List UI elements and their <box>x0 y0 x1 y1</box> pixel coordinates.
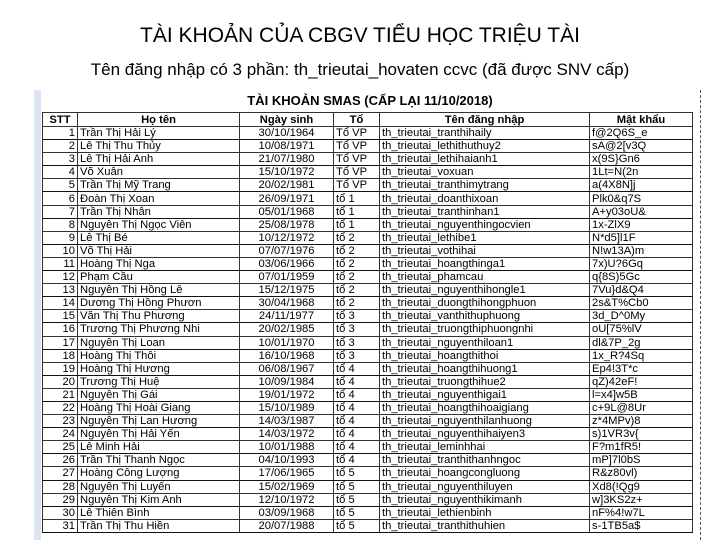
cell-birthdate: 04/10/1993 <box>240 454 334 467</box>
cell-stt: 2 <box>43 140 78 153</box>
cell-username: th_trieutai_nguyenthigai1 <box>380 388 590 401</box>
cell-group: tổ 4 <box>334 428 380 441</box>
table-header-row <box>43 113 693 127</box>
cell-name: Hoàng Thị Nga <box>78 257 240 270</box>
cell-password: nF%4!w7L <box>590 506 693 519</box>
table-row <box>43 310 693 323</box>
cell-name: Trần Thị Mỹ Trang <box>78 179 240 192</box>
cell-group: Tổ VP <box>334 153 380 166</box>
cell-birthdate: 15/12/1975 <box>240 284 334 297</box>
cell-password: f@2Q6S_e <box>590 127 693 140</box>
cell-password: R&z80vl) <box>590 467 693 480</box>
cell-group: Tổ VP <box>334 166 380 179</box>
cell-birthdate: 25/08/1978 <box>240 218 334 231</box>
cell-name: Nguyễn Thị Hồng Lê <box>78 284 240 297</box>
cell-birthdate: 03/09/1968 <box>240 506 334 519</box>
cell-username: th_trieutai_nguyenthilanhuong <box>380 415 590 428</box>
cell-stt: 16 <box>43 323 78 336</box>
cell-birthdate: 21/07/1980 <box>240 153 334 166</box>
cell-stt: 25 <box>43 441 78 454</box>
cell-name: Trương Thị Phương Nhi <box>78 323 240 336</box>
cell-stt: 3 <box>43 153 78 166</box>
cell-group: tổ 4 <box>334 401 380 414</box>
cell-username: th_trieutai_nguyenthingocvien <box>380 218 590 231</box>
cell-group: tổ 5 <box>334 506 380 519</box>
cell-username: th_trieutai_hoangthihoaigiang <box>380 401 590 414</box>
cell-group: tổ 4 <box>334 441 380 454</box>
table-row <box>43 179 693 192</box>
cell-stt: 18 <box>43 349 78 362</box>
cell-name: Nguyễn Thị Luyến <box>78 480 240 493</box>
cell-username: th_trieutai_hoangcongluong <box>380 467 590 480</box>
cell-birthdate: 15/10/1989 <box>240 401 334 414</box>
cell-stt: 5 <box>43 179 78 192</box>
cell-password: q{8S)5Gc <box>590 271 693 284</box>
accounts-table <box>42 112 693 533</box>
cell-birthdate: 10/12/1972 <box>240 231 334 244</box>
cell-group: tổ 5 <box>334 519 380 532</box>
column-header-stt: STT <box>43 113 78 127</box>
column-header-username: Tên đăng nhập <box>380 113 590 127</box>
cell-group: tổ 3 <box>334 336 380 349</box>
cell-stt: 7 <box>43 205 78 218</box>
cell-group: tổ 4 <box>334 362 380 375</box>
cell-birthdate: 05/01/1968 <box>240 205 334 218</box>
table-row <box>43 192 693 205</box>
cell-username: th_trieutai_lethienbinh <box>380 506 590 519</box>
cell-stt: 20 <box>43 375 78 388</box>
spreadsheet-image <box>34 90 701 540</box>
cell-password: oU[75%lV <box>590 323 693 336</box>
cell-stt: 12 <box>43 271 78 284</box>
cell-name: Hoàng Thị Hương <box>78 362 240 375</box>
slide-title: TÀI KHOẢN CỦA CBGV TIỂU HỌC TRIỆU TÀI <box>140 24 580 47</box>
cell-birthdate: 03/06/1966 <box>240 257 334 270</box>
cell-name: Hoàng Thị Thôi <box>78 349 240 362</box>
cell-password: Ep4!3T*c <box>590 362 693 375</box>
cell-password: N*d5]l1F <box>590 231 693 244</box>
cell-password: l=x4]w5B <box>590 388 693 401</box>
cell-birthdate: 20/02/1981 <box>240 179 334 192</box>
cell-username: th_trieutai_truongthihue2 <box>380 375 590 388</box>
cell-name: Lê Thị Bé <box>78 231 240 244</box>
cell-stt: 9 <box>43 231 78 244</box>
table-row <box>43 336 693 349</box>
cell-group: tổ 4 <box>334 454 380 467</box>
cell-name: Lê Thị Thu Thủy <box>78 140 240 153</box>
cell-name: Trần Thị Thanh Ngọc <box>78 454 240 467</box>
cell-password: a(4X8N]j <box>590 179 693 192</box>
cell-username: th_trieutai_voxuan <box>380 166 590 179</box>
cell-birthdate: 26/09/1971 <box>240 192 334 205</box>
cell-username: th_trieutai_nguyenthihaiyen3 <box>380 428 590 441</box>
cell-stt: 22 <box>43 401 78 414</box>
column-header-name: Họ tên <box>78 113 240 127</box>
cell-group: tổ 5 <box>334 480 380 493</box>
cell-birthdate: 20/02/1985 <box>240 323 334 336</box>
cell-password: A+y03oU& <box>590 205 693 218</box>
table-row <box>43 467 693 480</box>
cell-username: th_trieutai_leminhhai <box>380 441 590 454</box>
cell-group: tổ 3 <box>334 310 380 323</box>
table-row <box>43 388 693 401</box>
cell-name: Lê Minh Hải <box>78 441 240 454</box>
cell-password: 1x_R?4Sq <box>590 349 693 362</box>
cell-password: w]3KS2z+ <box>590 493 693 506</box>
table-row <box>43 519 693 532</box>
cell-stt: 30 <box>43 506 78 519</box>
cell-stt: 29 <box>43 493 78 506</box>
table-row <box>43 257 693 270</box>
column-header-birthdate: Ngày sinh <box>240 113 334 127</box>
cell-birthdate: 14/03/1972 <box>240 428 334 441</box>
cell-username: th_trieutai_phamcau <box>380 271 590 284</box>
table-row <box>43 218 693 231</box>
table-row <box>43 284 693 297</box>
cell-name: Trần Thị Nhẫn <box>78 205 240 218</box>
cell-birthdate: 20/07/1988 <box>240 519 334 532</box>
table-row <box>43 205 693 218</box>
cell-name: Nguyễn Thị Lan Hương <box>78 415 240 428</box>
table-row <box>43 297 693 310</box>
cell-username: th_trieutai_tranthithuhien <box>380 519 590 532</box>
cell-username: th_trieutai_nguyenthiloan1 <box>380 336 590 349</box>
table-row <box>43 231 693 244</box>
cell-birthdate: 12/10/1972 <box>240 493 334 506</box>
cell-group: tổ 1 <box>334 192 380 205</box>
cell-username: th_trieutai_hoangthihuong1 <box>380 362 590 375</box>
cell-stt: 28 <box>43 480 78 493</box>
cell-group: tổ 4 <box>334 375 380 388</box>
cell-group: tổ 2 <box>334 284 380 297</box>
cell-stt: 21 <box>43 388 78 401</box>
cell-username: th_trieutai_hoangthinga1 <box>380 257 590 270</box>
cell-username: th_trieutai_lethihaianh1 <box>380 153 590 166</box>
cell-group: Tổ VP <box>334 127 380 140</box>
table-row <box>43 480 693 493</box>
cell-name: Trần Thị Thu Hiền <box>78 519 240 532</box>
table-row <box>43 454 693 467</box>
cell-password: Xd8(!Qg9 <box>590 480 693 493</box>
cell-group: tổ 4 <box>334 388 380 401</box>
cell-name: Võ Xuân <box>78 166 240 179</box>
cell-username: th_trieutai_lethithuthuy2 <box>380 140 590 153</box>
cell-username: th_trieutai_lethibe1 <box>380 231 590 244</box>
table-row <box>43 271 693 284</box>
cell-username: th_trieutai_tranthithanhngoc <box>380 454 590 467</box>
cell-birthdate: 14/03/1987 <box>240 415 334 428</box>
cell-username: th_trieutai_truongthiphuongnhi <box>380 323 590 336</box>
sheet-title: TÀI KHOẢN SMAS (CẤP LẠI 11/10/2018) <box>247 93 493 108</box>
column-header-password: Mật khẩu <box>590 113 693 127</box>
table-row <box>43 375 693 388</box>
cell-password: Plk0&q7S <box>590 192 693 205</box>
cell-name: Đoàn Thị Xoan <box>78 192 240 205</box>
cell-name: Võ Thị Hải <box>78 244 240 257</box>
cell-name: Dương Thị Hồng Phươn <box>78 297 240 310</box>
cell-group: Tổ VP <box>334 140 380 153</box>
cell-stt: 17 <box>43 336 78 349</box>
table-row <box>43 415 693 428</box>
table-row <box>43 153 693 166</box>
cell-birthdate: 15/10/1972 <box>240 166 334 179</box>
cell-username: th_trieutai_nguyenthihongle1 <box>380 284 590 297</box>
cell-username: th_trieutai_tranthimytrang <box>380 179 590 192</box>
cell-birthdate: 10/01/1988 <box>240 441 334 454</box>
cell-password: 1Lt=N(2n <box>590 166 693 179</box>
cell-birthdate: 07/01/1959 <box>240 271 334 284</box>
cell-stt: 6 <box>43 192 78 205</box>
cell-password: qZ)42eF! <box>590 375 693 388</box>
cell-stt: 31 <box>43 519 78 532</box>
table-row <box>43 362 693 375</box>
cell-password: x(9S}Gn6 <box>590 153 693 166</box>
cell-group: tổ 2 <box>334 297 380 310</box>
cell-name: Trần Thị Hải Lý <box>78 127 240 140</box>
cell-group: tổ 4 <box>334 415 380 428</box>
cell-stt: 1 <box>43 127 78 140</box>
cell-password: 1x-ZlX9 <box>590 218 693 231</box>
cell-stt: 11 <box>43 257 78 270</box>
cell-stt: 10 <box>43 244 78 257</box>
cell-birthdate: 06/08/1967 <box>240 362 334 375</box>
cell-username: th_trieutai_vothihai <box>380 244 590 257</box>
table-row <box>43 127 693 140</box>
row-header-gutter <box>34 90 41 540</box>
cell-stt: 4 <box>43 166 78 179</box>
cell-stt: 26 <box>43 454 78 467</box>
table-row <box>43 493 693 506</box>
cell-birthdate: 15/02/1969 <box>240 480 334 493</box>
cell-birthdate: 10/01/1970 <box>240 336 334 349</box>
table-row <box>43 140 693 153</box>
table-row <box>43 244 693 257</box>
cell-password: F?m1fR5! <box>590 441 693 454</box>
cell-name: Trương Thị Huệ <box>78 375 240 388</box>
cell-password: z*4MPv)8 <box>590 415 693 428</box>
cell-name: Phạm Cầu <box>78 271 240 284</box>
cell-name: Lê Thị Hải Anh <box>78 153 240 166</box>
cell-password: c+9L@8Ur <box>590 401 693 414</box>
cell-name: Nguyễn Thị Kim Anh <box>78 493 240 506</box>
cell-birthdate: 10/08/1971 <box>240 140 334 153</box>
cell-username: th_trieutai_nguyenthikimanh <box>380 493 590 506</box>
table-row <box>43 428 693 441</box>
cell-password: s)1VR3v{ <box>590 428 693 441</box>
cell-group: tổ 2 <box>334 271 380 284</box>
cell-group: tổ 5 <box>334 467 380 480</box>
table-row <box>43 323 693 336</box>
cell-group: tổ 2 <box>334 244 380 257</box>
cell-password: s-1TB5a$ <box>590 519 693 532</box>
cell-birthdate: 19/01/1972 <box>240 388 334 401</box>
cell-group: tổ 1 <box>334 218 380 231</box>
cell-username: th_trieutai_duongthihongphuon <box>380 297 590 310</box>
cell-birthdate: 07/07/1976 <box>240 244 334 257</box>
cell-name: Hoàng Công Lượng <box>78 467 240 480</box>
cell-password: mP]7l0bS <box>590 454 693 467</box>
cell-birthdate: 17/06/1965 <box>240 467 334 480</box>
cell-stt: 19 <box>43 362 78 375</box>
cell-stt: 27 <box>43 467 78 480</box>
cell-group: tổ 5 <box>334 493 380 506</box>
slide-subtitle: Tên đăng nhập có 3 phần: th_trieutai_hovaten ccvc (đã được SNV cấp) <box>90 60 630 79</box>
cell-password: sA@2[v3Q <box>590 140 693 153</box>
cell-password: 2s&T%Cb0 <box>590 297 693 310</box>
cell-password: 3d_D^0My <box>590 310 693 323</box>
cell-group: tổ 3 <box>334 349 380 362</box>
cell-name: Nguyễn Thị Hải Yến <box>78 428 240 441</box>
cell-name: Nguyễn Thị Loan <box>78 336 240 349</box>
cell-name: Văn Thị Thu Phương <box>78 310 240 323</box>
cell-name: Lê Thiên Bình <box>78 506 240 519</box>
cell-name: Hoàng Thị Hoài Giang <box>78 401 240 414</box>
cell-name: Nguyễn Thị Ngọc Viên <box>78 218 240 231</box>
table-row <box>43 506 693 519</box>
cell-stt: 23 <box>43 415 78 428</box>
cell-stt: 24 <box>43 428 78 441</box>
column-header-group: Tổ <box>334 113 380 127</box>
table-row <box>43 166 693 179</box>
cell-password: dl&7P_2g <box>590 336 693 349</box>
cell-username: th_trieutai_vanthithuphuong <box>380 310 590 323</box>
table-row <box>43 349 693 362</box>
cell-group: tổ 2 <box>334 257 380 270</box>
cell-username: th_trieutai_tranthinhan1 <box>380 205 590 218</box>
cell-username: th_trieutai_tranthihaily <box>380 127 590 140</box>
cell-birthdate: 10/09/1984 <box>240 375 334 388</box>
cell-stt: 15 <box>43 310 78 323</box>
cell-username: th_trieutai_nguyenthiluyen <box>380 480 590 493</box>
cell-password: 7Vu}d&Q4 <box>590 284 693 297</box>
cell-birthdate: 30/10/1964 <box>240 127 334 140</box>
cell-birthdate: 30/04/1968 <box>240 297 334 310</box>
cell-stt: 14 <box>43 297 78 310</box>
cell-group: Tổ VP <box>334 179 380 192</box>
cell-stt: 13 <box>43 284 78 297</box>
cell-birthdate: 16/10/1968 <box>240 349 334 362</box>
cell-name: Nguyễn Thị Gái <box>78 388 240 401</box>
cell-username: th_trieutai_doanthixoan <box>380 192 590 205</box>
cell-birthdate: 24/11/1977 <box>240 310 334 323</box>
cell-password: 7x)U?6Gq <box>590 257 693 270</box>
table-row <box>43 401 693 414</box>
cell-group: tổ 2 <box>334 231 380 244</box>
cell-username: th_trieutai_hoangthithoi <box>380 349 590 362</box>
table-row <box>43 441 693 454</box>
cell-group: tổ 3 <box>334 323 380 336</box>
cell-stt: 8 <box>43 218 78 231</box>
cell-group: tổ 1 <box>334 205 380 218</box>
cell-password: N!w13A)m <box>590 244 693 257</box>
